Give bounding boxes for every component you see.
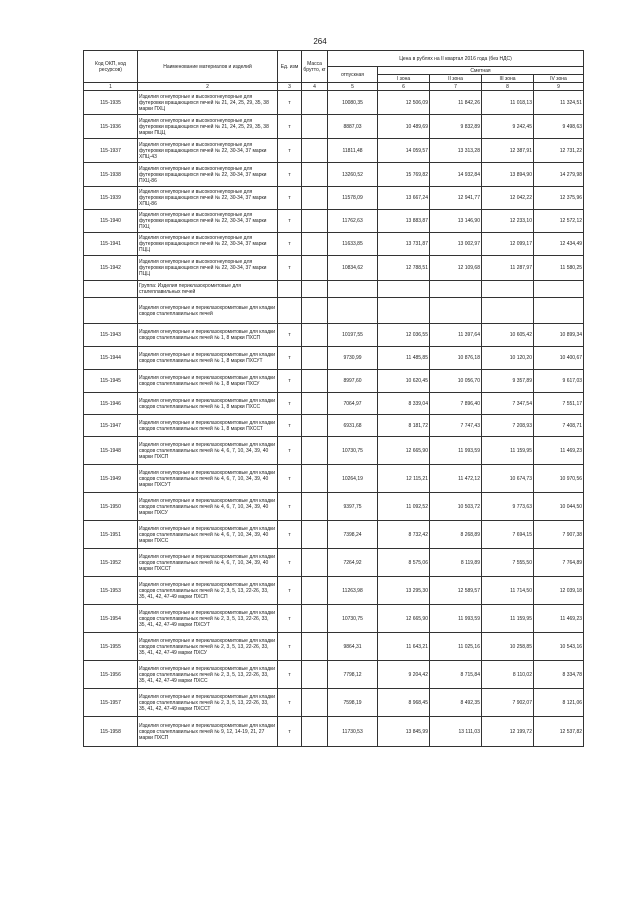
row-unit: т (278, 605, 302, 633)
row-price-zone-4 (534, 281, 584, 298)
row-price-otpusknaya: 7798,12 (328, 661, 378, 689)
row-price-zone-4: 10 543,16 (534, 633, 584, 661)
row-name: Изделия огнеупорные и высокоогнеупорные для футеровки вращающихся печей № 22, 30-34, 37 марки ХПЦ-86 (138, 187, 278, 210)
row-price-zone-4: 14 279,98 (534, 163, 584, 187)
row-price-zone-3: 12 387,91 (482, 139, 534, 163)
table-row (84, 187, 584, 210)
row-price-otpusknaya: 10264,19 (328, 465, 378, 493)
row-price-zone-2: 7 747,43 (430, 415, 482, 437)
row-unit: т (278, 324, 302, 347)
row-price-zone-3: 11 714,50 (482, 577, 534, 605)
row-price-zone-4: 10 044,50 (534, 493, 584, 521)
row-mass (302, 689, 328, 717)
row-price-zone-3: 9 357,89 (482, 370, 534, 393)
row-price-zone-4: 7 907,38 (534, 521, 584, 549)
row-price-zone-1: 9 204,42 (378, 661, 430, 689)
row-price-zone-2: 11 397,64 (430, 324, 482, 347)
row-price-zone-4: 12 731,22 (534, 139, 584, 163)
row-price-otpusknaya: 6931,68 (328, 415, 378, 437)
row-code: 115-1943 (84, 324, 138, 347)
header-zone-2: II зона (430, 75, 482, 83)
row-mass (302, 163, 328, 187)
row-price-zone-1: 13 295,30 (378, 577, 430, 605)
column-number: 6 (378, 83, 430, 91)
row-code: 115-1954 (84, 605, 138, 633)
row-mass (302, 281, 328, 298)
row-name: Группа: Изделия периклазохромитовые для сталеплавильных печей (138, 281, 278, 298)
row-price-zone-4: 11 324,51 (534, 91, 584, 115)
row-mass (302, 115, 328, 139)
row-price-otpusknaya: 11633,85 (328, 233, 378, 256)
row-code: 115-1956 (84, 661, 138, 689)
row-price-zone-3: 9 242,45 (482, 115, 534, 139)
row-price-otpusknaya: 7598,19 (328, 689, 378, 717)
row-price-otpusknaya: 11578,09 (328, 187, 378, 210)
row-mass (302, 370, 328, 393)
row-price-zone-1: 10 620,45 (378, 370, 430, 393)
row-name: Изделия огнеупорные и высокоогнеупорные для футеровки вращающихся печей № 22, 30-34, 37 марки ПХЦ (138, 210, 278, 233)
row-code: 115-1957 (84, 689, 138, 717)
row-price-zone-4 (534, 298, 584, 324)
row-price-zone-3: 12 042,22 (482, 187, 534, 210)
table-row (84, 521, 584, 549)
row-name: Изделия огнеупорные и периклазохромитовые для кладки сводов сталеплавильных печей (138, 298, 278, 324)
row-code: 115-1955 (84, 633, 138, 661)
row-price-zone-3: 11 159,95 (482, 605, 534, 633)
row-unit: т (278, 465, 302, 493)
row-price-zone-4: 11 469,23 (534, 605, 584, 633)
row-unit: т (278, 689, 302, 717)
row-price-otpusknaya: 10834,62 (328, 256, 378, 281)
row-price-zone-4: 10 970,56 (534, 465, 584, 493)
row-price-zone-1: 11 485,85 (378, 347, 430, 370)
row-mass (302, 91, 328, 115)
row-price-zone-1: 8 732,42 (378, 521, 430, 549)
row-price-zone-1: 12 665,90 (378, 605, 430, 633)
row-price-zone-3: 11 287,97 (482, 256, 534, 281)
row-code: 115-1941 (84, 233, 138, 256)
row-unit: т (278, 717, 302, 747)
header-code: Код ОКП, код ресурсов) (84, 51, 138, 83)
row-mass (302, 633, 328, 661)
row-price-zone-2: 12 109,68 (430, 256, 482, 281)
row-price-otpusknaya: 7064,97 (328, 393, 378, 415)
row-price-zone-2: 14 932,84 (430, 163, 482, 187)
row-price-zone-2: 13 146,90 (430, 210, 482, 233)
row-code: 115-1951 (84, 521, 138, 549)
row-unit: т (278, 210, 302, 233)
row-price-zone-1: 8 968,45 (378, 689, 430, 717)
row-name: Изделия огнеупорные и периклазохромитовые для кладки сводов сталеплавильных печей № 1, 8 марки ПХСУТ (138, 347, 278, 370)
row-price-zone-1: 12 115,21 (378, 465, 430, 493)
table-row (84, 233, 584, 256)
row-price-zone-3: 10 120,20 (482, 347, 534, 370)
row-unit: т (278, 370, 302, 393)
row-name: Изделия огнеупорные и периклазохромитовые для кладки сводов сталеплавильных печей № 4, 6, 7, 10, 34, 39, 40 марки ПХСП (138, 437, 278, 465)
row-price-otpusknaya: 11263,98 (328, 577, 378, 605)
row-code: 115-1945 (84, 370, 138, 393)
column-numbers-row (84, 83, 584, 91)
table-row (84, 717, 584, 747)
row-price-zone-1: 8 339,04 (378, 393, 430, 415)
row-mass (302, 661, 328, 689)
row-price-zone-4: 7 408,71 (534, 415, 584, 437)
row-price-otpusknaya: 9864,31 (328, 633, 378, 661)
row-price-zone-4: 10 899,34 (534, 324, 584, 347)
table-row (84, 91, 584, 115)
row-price-zone-2 (430, 281, 482, 298)
row-unit: т (278, 549, 302, 577)
row-price-zone-2: 10 876,18 (430, 347, 482, 370)
row-price-otpusknaya: 10730,75 (328, 605, 378, 633)
column-number: 7 (430, 83, 482, 91)
row-code: 115-1949 (84, 465, 138, 493)
row-price-zone-2: 8 715,84 (430, 661, 482, 689)
row-name: Изделия огнеупорные и высокоогнеупорные для футеровки вращающихся печей № 22, 30-34, 37 марки ПЦЦ (138, 233, 278, 256)
row-unit: т (278, 139, 302, 163)
row-price-otpusknaya: 11730,53 (328, 717, 378, 747)
row-unit: т (278, 393, 302, 415)
header-mass: Масса брутто, кг (302, 51, 328, 83)
header-zone-1: I зона (378, 75, 430, 83)
row-price-zone-4: 12 572,12 (534, 210, 584, 233)
row-price-zone-2: 12 941,77 (430, 187, 482, 210)
table-row (84, 493, 584, 521)
row-name: Изделия огнеупорные и периклазохромитовые для кладки сводов сталеплавильных печей № 2, 3, 5, 13, 22-26, 33, 35, 41, 42, 47-49 марки ПХСУТ (138, 605, 278, 633)
row-mass (302, 256, 328, 281)
row-price-zone-3: 10 605,42 (482, 324, 534, 347)
row-price-otpusknaya: 11811,48 (328, 139, 378, 163)
column-number: 5 (328, 83, 378, 91)
row-code: 115-1946 (84, 393, 138, 415)
row-unit: т (278, 577, 302, 605)
row-price-otpusknaya: 11762,63 (328, 210, 378, 233)
column-number: 2 (138, 83, 278, 91)
row-code: 115-1947 (84, 415, 138, 437)
row-code: 115-1936 (84, 115, 138, 139)
row-name: Изделия огнеупорные и периклазохромитовые для кладки сводов сталеплавильных печей № 2, 3, 5, 13, 22-26, 33, 35, 41, 42, 47-49 марки ПХССТ (138, 689, 278, 717)
row-unit: т (278, 493, 302, 521)
table-row (84, 256, 584, 281)
table-row (84, 324, 584, 347)
row-name: Изделия огнеупорные и периклазохромитовые для кладки сводов сталеплавильных печей № 9, 12, 14-19, 21, 27 марки ПХСП (138, 717, 278, 747)
row-unit: т (278, 661, 302, 689)
table-row (84, 465, 584, 493)
row-price-zone-1: 13 883,87 (378, 210, 430, 233)
row-price-zone-3: 7 902,07 (482, 689, 534, 717)
row-price-zone-2: 10 056,70 (430, 370, 482, 393)
row-code: 115-1937 (84, 139, 138, 163)
table-row (84, 370, 584, 393)
row-price-otpusknaya: 13260,52 (328, 163, 378, 187)
table-row (84, 347, 584, 370)
row-price-zone-2: 13 111,03 (430, 717, 482, 747)
header-otpusknaya: отпускная (328, 67, 378, 83)
row-mass (302, 577, 328, 605)
table-row (84, 139, 584, 163)
header-unit: Ед. изм (278, 51, 302, 83)
row-name: Изделия огнеупорные и периклазохромитовые для кладки сводов сталеплавильных печей № 4, 6, 7, 10, 34, 39, 40 марки ПХССТ (138, 549, 278, 577)
row-price-zone-3: 10 674,73 (482, 465, 534, 493)
row-name: Изделия огнеупорные и периклазохромитовые для кладки сводов сталеплавильных печей № 1, 8 марки ПХСП (138, 324, 278, 347)
row-code: 115-1942 (84, 256, 138, 281)
row-name: Изделия огнеупорные и периклазохромитовые для кладки сводов сталеплавильных печей № 4, 6, 7, 10, 34, 39, 40 марки ПХСС (138, 521, 278, 549)
row-price-zone-1: 8 575,06 (378, 549, 430, 577)
row-price-zone-1: 12 665,90 (378, 437, 430, 465)
column-number: 8 (482, 83, 534, 91)
row-price-zone-1: 11 643,21 (378, 633, 430, 661)
row-price-zone-3: 12 233,10 (482, 210, 534, 233)
row-unit: т (278, 115, 302, 139)
row-mass (302, 347, 328, 370)
row-unit: т (278, 256, 302, 281)
row-name: Изделия огнеупорные и периклазохромитовые для кладки сводов сталеплавильных печей № 1, 8 марки ПХСС (138, 393, 278, 415)
row-price-zone-1: 12 036,55 (378, 324, 430, 347)
table-row (84, 605, 584, 633)
row-price-otpusknaya: 10730,75 (328, 437, 378, 465)
row-unit: т (278, 633, 302, 661)
row-price-zone-4: 11 469,23 (534, 437, 584, 465)
row-name: Изделия огнеупорные и периклазохромитовые для кладки сводов сталеплавильных печей № 2, 3, 5, 13, 22-26, 33, 35, 41, 42, 47-49 марки ПХСП (138, 577, 278, 605)
row-mass (302, 521, 328, 549)
row-unit: т (278, 415, 302, 437)
row-name: Изделия огнеупорные и периклазохромитовые для кладки сводов сталеплавильных печей № 2, 3, 5, 13, 22-26, 33, 35, 41, 42, 47-49 марки ПХСУ (138, 633, 278, 661)
row-unit: т (278, 187, 302, 210)
row-name: Изделия огнеупорные и периклазохромитовые для кладки сводов сталеплавильных печей № 2, 3, 5, 13, 22-26, 33, 35, 41, 42, 47-49 марки ПХСС (138, 661, 278, 689)
row-price-zone-2: 8 492,35 (430, 689, 482, 717)
row-price-zone-2: 13 313,28 (430, 139, 482, 163)
row-mass (302, 233, 328, 256)
row-price-zone-4: 9 498,63 (534, 115, 584, 139)
row-code: 115-1939 (84, 187, 138, 210)
row-price-zone-3: 11 159,95 (482, 437, 534, 465)
header-name: Наименование материалов и изделий (138, 51, 278, 83)
row-name: Изделия огнеупорные и высокоогнеупорные для футеровки вращающихся печей № 22, 30-34, 37 марки ПХЦ-86 (138, 163, 278, 187)
row-price-zone-2: 9 832,89 (430, 115, 482, 139)
table-row (84, 115, 584, 139)
column-number: 4 (302, 83, 328, 91)
row-price-zone-1: 12 788,51 (378, 256, 430, 281)
column-number: 1 (84, 83, 138, 91)
table-row (84, 633, 584, 661)
row-price-zone-1: 13 731,87 (378, 233, 430, 256)
row-name: Изделия огнеупорные и высокоогнеупорные для футеровки вращающихся печей № 21, 24, 25, 29, 35, 38 марки ПХЦ (138, 91, 278, 115)
row-price-zone-2: 8 119,89 (430, 549, 482, 577)
row-mass (302, 605, 328, 633)
row-price-zone-1: 11 092,52 (378, 493, 430, 521)
row-price-otpusknaya: 8887,03 (328, 115, 378, 139)
row-price-zone-4: 12 434,49 (534, 233, 584, 256)
table-row (84, 415, 584, 437)
row-name: Изделия огнеупорные и высокоогнеупорные для футеровки вращающихся печей № 22, 30-34, 37 марки ХПЦ-43 (138, 139, 278, 163)
row-price-zone-2: 13 002,97 (430, 233, 482, 256)
row-price-zone-2: 8 268,89 (430, 521, 482, 549)
row-price-zone-1: 14 059,57 (378, 139, 430, 163)
row-price-zone-2: 11 842,26 (430, 91, 482, 115)
table-body (84, 91, 584, 747)
row-price-zone-3: 7 208,93 (482, 415, 534, 437)
row-price-zone-4: 11 580,25 (534, 256, 584, 281)
row-price-zone-2: 12 589,57 (430, 577, 482, 605)
header-zone-3: III зона (482, 75, 534, 83)
header-zone-4: IV зона (534, 75, 584, 83)
group-row (84, 281, 584, 298)
row-price-zone-1: 13 845,99 (378, 717, 430, 747)
row-price-otpusknaya (328, 281, 378, 298)
row-mass (302, 415, 328, 437)
table-row (84, 437, 584, 465)
row-unit: т (278, 521, 302, 549)
row-mass (302, 210, 328, 233)
row-price-zone-3: 7 347,54 (482, 393, 534, 415)
row-price-otpusknaya: 9730,99 (328, 347, 378, 370)
row-price-zone-1 (378, 298, 430, 324)
row-unit: т (278, 347, 302, 370)
row-mass (302, 717, 328, 747)
row-unit: т (278, 437, 302, 465)
row-code: 115-1944 (84, 347, 138, 370)
row-price-zone-4: 8 334,78 (534, 661, 584, 689)
row-price-zone-3: 8 110,02 (482, 661, 534, 689)
row-price-zone-4: 9 617,03 (534, 370, 584, 393)
row-code: 115-1948 (84, 437, 138, 465)
table-row (84, 163, 584, 187)
row-name: Изделия огнеупорные и периклазохромитовые для кладки сводов сталеплавильных печей № 1, 8 марки ПХСУ (138, 370, 278, 393)
group-row (84, 298, 584, 324)
row-price-zone-3: 7 555,50 (482, 549, 534, 577)
row-mass (302, 493, 328, 521)
row-price-zone-3: 12 199,72 (482, 717, 534, 747)
row-price-zone-2: 11 993,59 (430, 437, 482, 465)
row-price-zone-3 (482, 298, 534, 324)
row-price-otpusknaya: 7264,92 (328, 549, 378, 577)
row-code: 115-1935 (84, 91, 138, 115)
row-price-zone-4: 12 375,96 (534, 187, 584, 210)
column-number: 3 (278, 83, 302, 91)
row-price-zone-3: 9 773,63 (482, 493, 534, 521)
row-mass (302, 437, 328, 465)
row-mass (302, 465, 328, 493)
row-unit: т (278, 163, 302, 187)
row-price-zone-1: 15 769,82 (378, 163, 430, 187)
row-price-zone-1 (378, 281, 430, 298)
row-mass (302, 187, 328, 210)
row-unit (278, 298, 302, 324)
row-name: Изделия огнеупорные и периклазохромитовые для кладки сводов сталеплавильных печей № 4, 6, 7, 10, 34, 39, 40 марки ПХСУ (138, 493, 278, 521)
row-price-zone-4: 12 039,18 (534, 577, 584, 605)
row-code (84, 298, 138, 324)
row-code: 115-1952 (84, 549, 138, 577)
row-code: 115-1953 (84, 577, 138, 605)
row-price-otpusknaya: 7398,24 (328, 521, 378, 549)
row-price-zone-2: 11 472,12 (430, 465, 482, 493)
row-name: Изделия огнеупорные и высокоогнеупорные для футеровки вращающихся печей № 21, 24, 25, 29, 35, 38 марки ПЦЦ (138, 115, 278, 139)
row-price-zone-3 (482, 281, 534, 298)
row-price-otpusknaya (328, 298, 378, 324)
row-code (84, 281, 138, 298)
row-price-zone-3: 11 018,13 (482, 91, 534, 115)
row-price-zone-3: 7 694,15 (482, 521, 534, 549)
row-name: Изделия огнеупорные и периклазохромитовые для кладки сводов сталеплавильных печей № 4, 6, 7, 10, 34, 39, 40 марки ПХСУТ (138, 465, 278, 493)
row-code: 115-1950 (84, 493, 138, 521)
row-price-zone-4: 8 121,06 (534, 689, 584, 717)
row-mass (302, 139, 328, 163)
row-price-zone-1: 10 489,69 (378, 115, 430, 139)
row-mass (302, 324, 328, 347)
row-name: Изделия огнеупорные и высокоогнеупорные для футеровки вращающихся печей № 22, 30-34, 37 марки ПЦЦ (138, 256, 278, 281)
row-price-zone-3: 10 258,85 (482, 633, 534, 661)
row-mass (302, 393, 328, 415)
row-price-zone-2: 11 993,59 (430, 605, 482, 633)
row-code: 115-1958 (84, 717, 138, 747)
header-price-title: Цена в рублях на II квартал 2016 года (без НДС) (328, 51, 584, 67)
row-unit: т (278, 91, 302, 115)
row-mass (302, 549, 328, 577)
row-name: Изделия огнеупорные и периклазохромитовые для кладки сводов сталеплавильных печей № 1, 8 марки ПХССТ (138, 415, 278, 437)
row-price-zone-1: 12 506,09 (378, 91, 430, 115)
table-row (84, 577, 584, 605)
row-price-zone-1: 8 181,72 (378, 415, 430, 437)
row-price-zone-2 (430, 298, 482, 324)
row-price-zone-4: 12 537,82 (534, 717, 584, 747)
row-code: 115-1938 (84, 163, 138, 187)
row-unit: т (278, 233, 302, 256)
row-price-zone-1: 13 667,24 (378, 187, 430, 210)
table-row (84, 661, 584, 689)
price-table (83, 50, 584, 747)
page-number: 264 (313, 37, 327, 46)
row-price-zone-4: 7 764,89 (534, 549, 584, 577)
row-price-zone-2: 11 025,16 (430, 633, 482, 661)
row-price-otpusknaya: 10197,55 (328, 324, 378, 347)
table-row (84, 689, 584, 717)
header-smetnaya: Сметная (378, 67, 584, 75)
row-price-zone-4: 7 551,17 (534, 393, 584, 415)
row-mass (302, 298, 328, 324)
row-code: 115-1940 (84, 210, 138, 233)
row-price-otpusknaya: 10080,35 (328, 91, 378, 115)
column-number: 9 (534, 83, 584, 91)
row-price-zone-4: 10 400,67 (534, 347, 584, 370)
row-unit (278, 281, 302, 298)
row-price-zone-2: 7 896,40 (430, 393, 482, 415)
row-price-zone-3: 12 099,17 (482, 233, 534, 256)
table-row (84, 393, 584, 415)
table-row (84, 210, 584, 233)
table-row (84, 549, 584, 577)
row-price-otpusknaya: 8997,60 (328, 370, 378, 393)
row-price-otpusknaya: 9397,75 (328, 493, 378, 521)
row-price-zone-2: 10 503,72 (430, 493, 482, 521)
row-price-zone-3: 13 894,90 (482, 163, 534, 187)
